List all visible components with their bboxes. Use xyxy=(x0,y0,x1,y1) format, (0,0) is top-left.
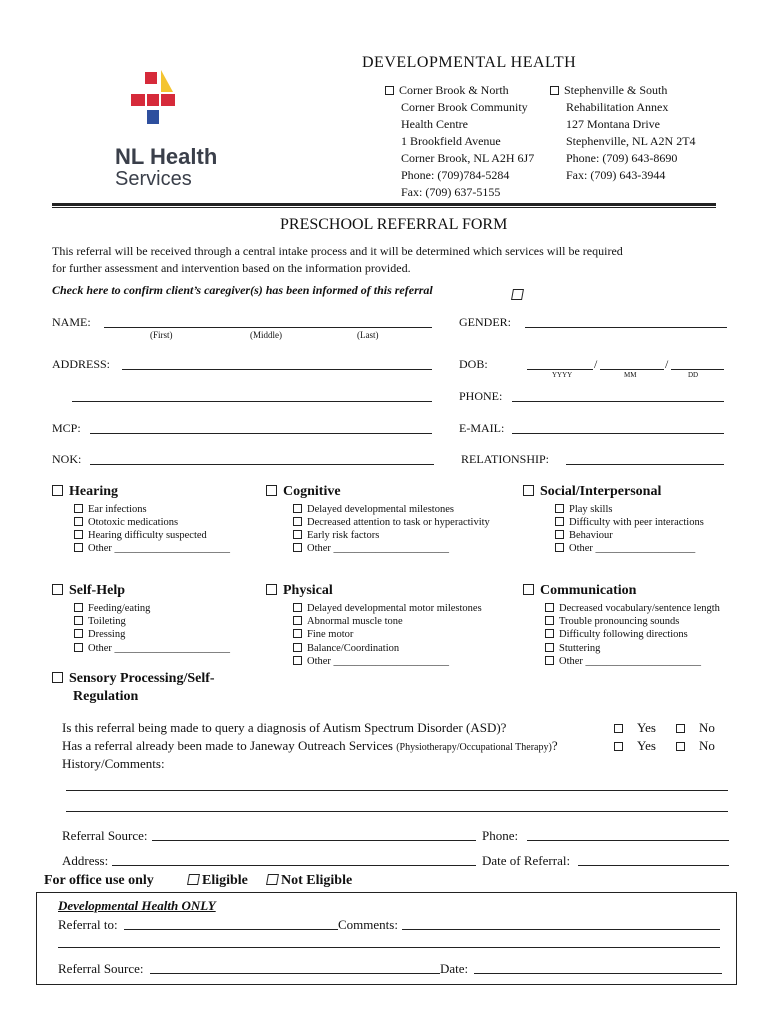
section-sensory[interactable] xyxy=(52,670,215,706)
dob-mm-caption: MM xyxy=(624,371,637,379)
office-cb-line: 1 Brookfield Avenue xyxy=(401,134,501,148)
office-sv-line: Stephenville, NL A2N 2T4 xyxy=(566,134,696,148)
section-social[interactable] xyxy=(523,484,661,500)
dh-comments-field[interactable] xyxy=(402,929,720,930)
hearing-item[interactable]: Ear infections xyxy=(74,503,147,516)
section-title: Social/Interpersonal xyxy=(540,484,662,499)
intro-text xyxy=(52,243,623,277)
dh-referral-to-label: Referral to: xyxy=(58,917,118,932)
referral-source-field[interactable] xyxy=(152,840,476,841)
section-physical[interactable] xyxy=(266,583,333,599)
hearing-item[interactable]: Other ______________________ xyxy=(74,542,230,555)
dh-source-label: Referral Source: xyxy=(58,961,144,976)
question-janeway: Has a referral already been made to Janeway Outreach Services (Physiotherapy/Occupational Therapy)? xyxy=(62,738,558,753)
history-line-1[interactable] xyxy=(66,790,728,791)
social-item[interactable]: Behaviour xyxy=(555,529,613,542)
office-sv-line: Fax: (709) 643-3944 xyxy=(566,168,666,182)
name-label: NAME: xyxy=(52,315,91,329)
social-checkbox[interactable] xyxy=(523,485,534,496)
asd-no[interactable]: No xyxy=(676,720,715,736)
email-field[interactable] xyxy=(512,433,724,434)
social-item[interactable]: Play skills xyxy=(555,503,612,516)
intro-line: This referral will be received through a central intake process and it will be determined which services will be required xyxy=(52,244,623,258)
self-help-item[interactable]: Dressing xyxy=(74,628,125,641)
section-title: Hearing xyxy=(69,484,118,499)
dob-yyyy-field[interactable] xyxy=(527,369,593,370)
section-title: Communication xyxy=(540,583,637,598)
not-eligible-option[interactable]: Not Eligible xyxy=(267,873,352,889)
dob-label: DOB: xyxy=(459,357,488,371)
intro-line: for further assessment and intervention based on the information provided. xyxy=(52,261,411,275)
history-line-2[interactable] xyxy=(66,811,728,812)
section-title-cont: Regulation xyxy=(73,689,139,704)
communication-checkbox[interactable] xyxy=(523,584,534,595)
logo-mark-icon xyxy=(123,64,203,134)
nok-field[interactable] xyxy=(90,464,434,465)
self-help-checkbox[interactable] xyxy=(52,584,63,595)
physical-item[interactable]: Abnormal muscle tone xyxy=(293,615,403,628)
referral-date-label: Date of Referral: xyxy=(482,853,571,868)
office-cb-line: Phone: (709)784-5284 xyxy=(401,168,510,182)
address-line2-field[interactable] xyxy=(72,401,432,402)
self-help-item[interactable]: Other ______________________ xyxy=(74,642,230,655)
mcp-label: MCP: xyxy=(52,421,81,435)
address-label: ADDRESS: xyxy=(52,357,111,371)
nok-label: NOK: xyxy=(52,452,82,466)
logo xyxy=(115,64,235,194)
communication-item[interactable]: Trouble pronouncing sounds xyxy=(545,615,679,628)
phone-field[interactable] xyxy=(512,401,724,402)
name-last-caption: (Last) xyxy=(357,330,379,340)
dob-slash: / xyxy=(594,357,598,371)
cognitive-item[interactable]: Early risk factors xyxy=(293,529,379,542)
address-field[interactable] xyxy=(122,369,432,370)
section-self-help[interactable] xyxy=(52,583,125,599)
office-corner-brook xyxy=(385,82,534,201)
referral-phone-field[interactable] xyxy=(527,840,729,841)
eligible-option[interactable]: Eligible xyxy=(188,873,248,889)
dh-date-field[interactable] xyxy=(474,973,722,974)
email-label: E-MAIL: xyxy=(459,421,505,435)
name-first-caption: (First) xyxy=(150,330,173,340)
referral-phone-label: Phone: xyxy=(482,828,519,843)
dept-title: DEVELOPMENTAL HEALTH xyxy=(362,54,577,71)
logo-line1: NL Health xyxy=(115,144,218,169)
physical-item[interactable]: Fine motor xyxy=(293,628,353,641)
office-cb-line: Corner Brook Community xyxy=(401,100,528,114)
dh-box-title: Developmental Health ONLY xyxy=(58,898,216,913)
communication-item[interactable]: Difficulty following directions xyxy=(545,628,688,641)
referral-address-field[interactable] xyxy=(112,865,476,866)
office-cb-line: Fax: (709) 637-5155 xyxy=(401,185,501,199)
gender-field[interactable] xyxy=(525,327,727,328)
section-cognitive[interactable] xyxy=(266,484,341,500)
hearing-checkbox[interactable] xyxy=(52,485,63,496)
section-hearing[interactable] xyxy=(52,484,118,500)
communication-item[interactable]: Stuttering xyxy=(545,642,600,655)
dob-mm-field[interactable] xyxy=(600,369,664,370)
referral-source-label: Referral Source: xyxy=(62,828,148,843)
section-title: Physical xyxy=(283,583,333,598)
office-sv-line: 127 Montana Drive xyxy=(566,117,660,131)
physical-item[interactable]: Balance/Coordination xyxy=(293,642,399,655)
section-title: Self-Help xyxy=(69,583,125,598)
cognitive-item[interactable]: Other ______________________ xyxy=(293,542,449,555)
office-cb-line: Corner Brook & North xyxy=(399,83,509,97)
dob-dd-field[interactable] xyxy=(671,369,724,370)
janeway-no[interactable]: No xyxy=(676,738,715,754)
dh-source-field[interactable] xyxy=(150,973,440,974)
dob-dd-caption: DD xyxy=(688,371,699,379)
referral-date-field[interactable] xyxy=(578,865,729,866)
form-title: PRESCHOOL REFERRAL FORM xyxy=(280,216,508,233)
dh-date-label: Date: xyxy=(440,961,469,976)
janeway-yes[interactable]: Yes xyxy=(614,738,656,754)
sensory-checkbox[interactable] xyxy=(52,672,63,683)
communication-item[interactable]: Other ______________________ xyxy=(545,655,701,668)
logo-line2: Services xyxy=(115,168,192,190)
communication-item[interactable]: Decreased vocabulary/sentence length xyxy=(545,602,720,615)
social-item[interactable]: Other ___________________ xyxy=(555,542,695,555)
question-asd: Is this referral being made to query a diagnosis of Autism Spectrum Disorder (ASD)? xyxy=(62,720,507,735)
self-help-item[interactable]: Toileting xyxy=(74,615,126,628)
dob-slash: / xyxy=(665,357,669,371)
office-sv-line: Rehabilitation Annex xyxy=(566,100,669,114)
cognitive-checkbox[interactable] xyxy=(266,485,277,496)
hearing-item[interactable]: Ototoxic medications xyxy=(74,516,178,529)
dh-comments-line2[interactable] xyxy=(58,947,720,948)
office-use-label: For office use only xyxy=(44,873,154,888)
section-communication[interactable] xyxy=(523,583,636,599)
cognitive-item[interactable]: Delayed developmental milestones xyxy=(293,503,454,516)
name-middle-caption: (Middle) xyxy=(250,330,282,340)
physical-checkbox[interactable] xyxy=(266,584,277,595)
office-stephenville xyxy=(550,82,696,184)
phone-label: PHONE: xyxy=(459,389,503,403)
physical-item[interactable]: Delayed developmental motor milestones xyxy=(293,602,482,615)
section-title: Sensory Processing/Self- xyxy=(69,671,215,686)
physical-item[interactable]: Other ______________________ xyxy=(293,655,449,668)
asd-yes[interactable]: Yes xyxy=(614,720,656,736)
referral-address-label: Address: xyxy=(62,853,109,868)
relationship-label: RELATIONSHIP: xyxy=(461,452,550,466)
checkbox-corner-brook[interactable] xyxy=(385,86,394,95)
office-sv-line: Phone: (709) 643-8690 xyxy=(566,151,678,165)
dob-yyyy-caption: YYYY xyxy=(552,371,573,379)
caregiver-checkbox[interactable] xyxy=(511,289,524,300)
office-sv-line: Stephenville & South xyxy=(564,83,668,97)
office-cb-line: Health Centre xyxy=(401,117,468,131)
mcp-field[interactable] xyxy=(90,433,432,434)
history-label: History/Comments: xyxy=(62,756,165,771)
name-field[interactable] xyxy=(104,327,432,328)
section-title: Cognitive xyxy=(283,484,341,499)
caregiver-label: Check here to confirm client’s caregiver(s) has been informed of this referral xyxy=(52,283,433,297)
dh-comments-label: Comments: xyxy=(338,917,398,932)
office-cb-line: Corner Brook, NL A2H 6J7 xyxy=(401,151,535,165)
gender-label: GENDER: xyxy=(459,315,511,329)
self-help-item[interactable]: Feeding/eating xyxy=(74,602,150,615)
checkbox-stephenville[interactable] xyxy=(550,86,559,95)
relationship-field[interactable] xyxy=(566,464,724,465)
dh-referral-to-field[interactable] xyxy=(124,929,338,930)
social-item[interactable]: Difficulty with peer interactions xyxy=(555,516,704,529)
hearing-item[interactable]: Hearing difficulty suspected xyxy=(74,529,207,542)
cognitive-item[interactable]: Decreased attention to task or hyperactivity xyxy=(293,516,490,529)
header-divider xyxy=(52,203,716,208)
